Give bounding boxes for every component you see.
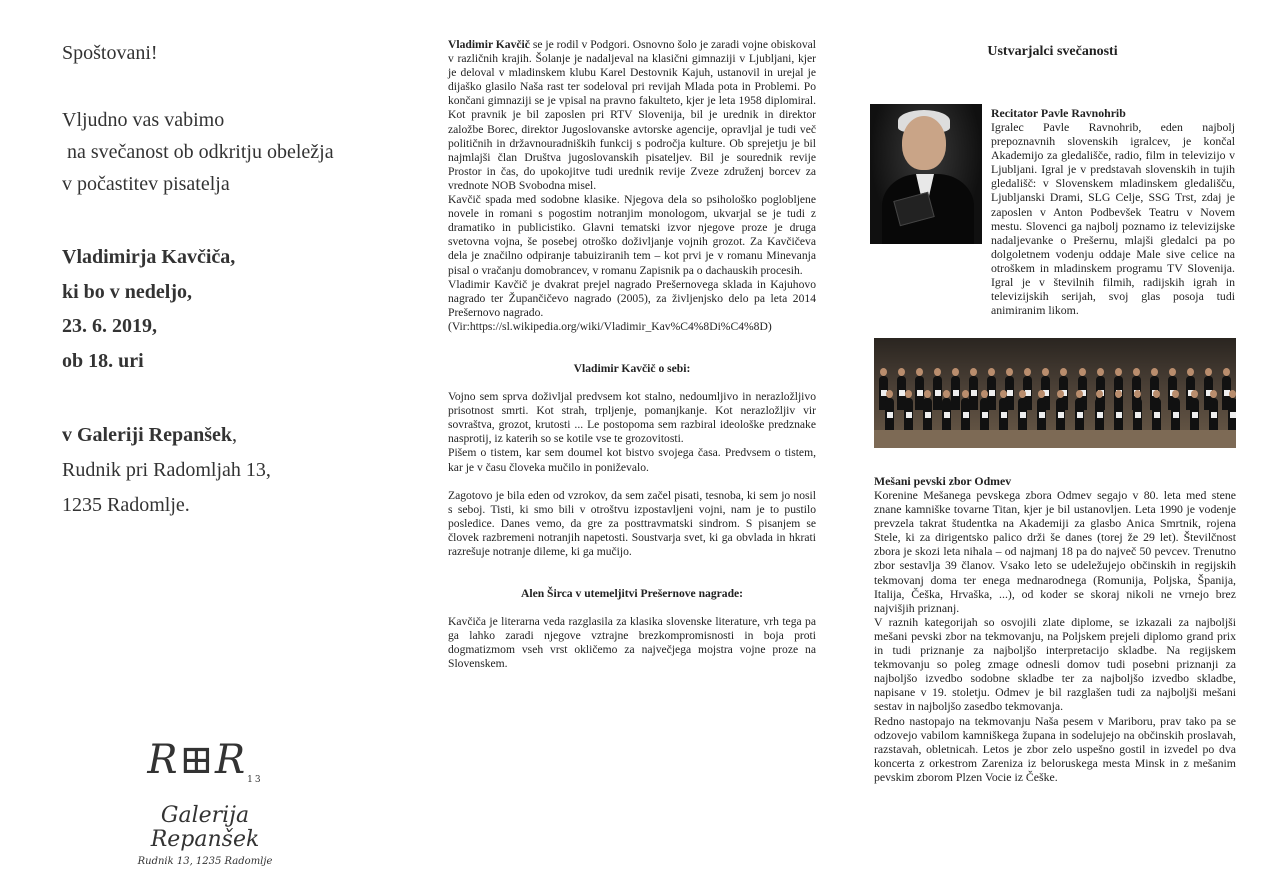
event-line-name: Vladimirja Kavčiča,: [62, 246, 236, 268]
logo-name: Galerija Repanšek: [150, 803, 260, 852]
event-line-date: 23. 6. 2019,: [62, 315, 157, 337]
choir-paragraph-3: Redno nastopajo na tekmovanju Naša pesem v Mariboru, prav tako pa se odzovejo vabilom kamniškega župana in sodelujejo na občinskih proslavah, razstavah, obletnicah. Letos je zbor zelo uspešno gostil in izvedel po dva koncerta z orkestrom Zareniza iz beloruskega mesta Minsk in z mešanim pevskim zborom Plzen Vocie iz Češke.: [874, 713, 1236, 784]
event-line-day: ki bo v nedeljo,: [62, 280, 193, 303]
event-details: [62, 240, 235, 378]
venue-address-line2: 1235 Radomlje.: [62, 494, 190, 516]
reciter-paragraph: Igralec Pavle Ravnohrib, eden najbolj prepoznavnih slovenskih igralcev, je končal Akademijo za gledališče, radio, film in televizijo v Ljubljani. Igral je v predstavah slovenskih in tujih gledališč: v Slovenskem mladinskem gledališču, Ljubljanski Drami, SLG Celje, SSG Trst, zdaj je zaposlen v Anton Podbevšek Teatru v Novem mestu. Slovenci ga najbolj poznamo iz televizijske nadaljevanke o Prešernu, mlajši gledalci pa po dolgoletnem vodenju oddaje Male sive celice na otroškem in mladinskem programu TV Slovenija. Igral je v številnih filmih, radijskih igrah in televizijskih serijah, svoj glas posoja tudi animiranim likom.: [991, 120, 1235, 318]
self-paragraph-3: Zagotovo je bila eden od vzrokov, da sem začel pisati, tesnoba, ki sem jo nosil s seboj. Tisti, ki smo bili v otroštvu izpostavljeni vojni, nam je to pustilo posledice. Danes vemo, da gre za posttravmatski sindrom. S pisanjem se človek razbremeni notranjih napetosti. Soustvarja svet, ki ga obvlada in hkrati razrešuje notranje dileme, ki ga mučijo.: [448, 488, 816, 558]
bio-paragraph-2: Kavčič spada med sodobne klasike. Njegova dela so psihološko poglobljene novele in romani s pogostim notranjim monologom, ukvarjal se je tudi z dramatiko in publicistiko. Glavni tematski izvor njegove proze je druga svetovna vojna, še posebej otroško doživljanje vojnih grozot. Za Kavčičeva dela je značilno odpiranje tabuiziranih tem – kot prvi je v romanu Minevanja pisal o vračanju domobrancev, v romanu Zapisnik pa o dachauskih procesih.: [448, 193, 816, 277]
bio-source: (Vir:https://sl.wikipedia.org/wiki/Vladimir_Kav%C4%8Di%C4%8D): [448, 319, 772, 333]
choir-paragraph-1: Korenine Mešanega pevskega zbora Odmev segajo v 80. leta med stene znane kamniške tovarne Titan, kjer je bil ustanovljen. Leta 1990 je vodenje prevzela takrat študentka na Akademiji za glasbo Anica Smrtnik, rojena Stele, ki za dirigentsko palico drži še danes (torej že 29 let). Številčnost zbora je skozi leta nihala – od najmanj 18 pa do največ 50 pevcev. Trenutno zbor sestavlja 39 članov. Vsako leto se udeležujejo občinskih in regijskih tekmovanj doma ter enega mednarodnega (Romunija, Poljska, Španija, Italija, Češka, Hrvaška, ...), od koder se skoraj nikoli ne vrnejo brez najvišjih priznanj.: [874, 488, 1236, 615]
choir-text: [874, 488, 1236, 784]
biography-column: [448, 38, 816, 672]
heading-self: Vladimir Kavčič o sebi:: [573, 361, 691, 375]
sirca-paragraph: Kavčiča je literarna veda razglasila za klasika slovenske literature, vrh tega pa ga lahko zaradi njegove vztrajne brezkompromisnosti in boja proti dogmatizmom vseh vrst okličemo za največjega mojstra vojne proze na Slovenskem.: [448, 615, 816, 671]
reciter-heading: Recitator Pavle Ravnohrib: [991, 106, 1126, 120]
logo-address: Rudnik 13, 1235 Radomlje: [137, 856, 273, 867]
reciter-text: [991, 120, 1235, 317]
choir-paragraph-2: V raznih kategorijah so osvojili zlate diplome, se izkazali za najboljši mešani pevski zbor na tekmovanju, na Poljskem prejeli diplomo grand prix in tudi priznanje za najboljšo interpretacijo skladbe. Na regijskem tekmovanju so poleg zmage odnesli domov tudi posebni priznanji za najboljšo izvedbo sodobne skladbe ter za najboljšo izvedbo skladbe, napisane v 19. stoletju. Odmev je bil razglašen tudi za najboljši mešani sestav in najboljšo zasedbo tekmovanja.: [874, 614, 1236, 714]
invitation-text: Vljudno vas vabimo na svečanost ob odkritju obeležja v počastitev pisatelja: [62, 109, 334, 195]
venue-name: v Galeriji Repanšek: [62, 424, 232, 446]
greeting: Spoštovani!: [62, 42, 158, 64]
event-line-time: ob 18. uri: [62, 349, 144, 372]
creators-title: Ustvarjalci svečanosti: [987, 44, 1118, 59]
self-paragraph-2: Pišem o tistem, kar sem doumel kot bistvo svojega časa. Predvsem o tistem, kar je v času človeka mučilo in poniževalo.: [448, 446, 816, 474]
venue: v Galeriji Repanšek, Rudnik pri Radomljah 13, 1235 Radomlje.: [62, 418, 271, 523]
bio-first-text: se je rodil v Podgori. Osnovno šolo je zaradi vojne obiskoval v različnih krajih. Šolanje je nadaljeval na klasični gimnaziji v Ljubljani, kjer je deloval v mladinskem klubu Karel Destovnik Kajuh, ustanovil in urejal je dijaško glasilo Naša rast ter sodeloval pri revijah Mlada pota in Problemi. Po končani gimnaziji se je vpisal na pravno fakulteto, kjer je leta 1958 diplomiral. Kot pravnik je bil zaposlen pri RTV Slovenija, bil je urednik in direktor založbe Borec, direktor Jugoslovanske avtorske agencije, opravljal je tudi več političnih in državnouradniških funkcij s področja kulture. Ob sprejetju je bil najmlajši član Društva jugoslovanskih pisateljev. Bil je sourednik revije Prostor in čas, do upokojitve tudi urednik revije Zveze združenj borcev za vrednote NOB Svobodna misel.: [448, 38, 816, 192]
logo-monogram-icon: $R⊞R_{13}$: [147, 737, 263, 785]
choir-photo: [874, 338, 1236, 448]
bio-name: Vladimir Kavčič: [448, 38, 530, 51]
self-paragraph-1: Vojno sem sprva doživljal predvsem kot stalno, nedoumljivo in nerazložljivo prisotnost smrti. Kot strah, trpljenje, pomanjkanje. Kot nerazložljiv vir sovraštva, grozot, krutosti ... Le postopoma sem razbiral ideološke predznake nasprotij, iz katerih so se kotile vse te grozovitosti.: [448, 390, 816, 446]
heading-sirca: Alen Širca v utemeljitvi Prešernove nagrade:: [520, 587, 744, 601]
bio-paragraph-1: [448, 38, 816, 193]
bio-paragraph-3: Vladimir Kavčič je dvakrat prejel nagrado Prešernovega sklada in Kajuhovo nagrado ter Župančičevo nagrado (2005), za življenjsko delo pa leta 2014 Prešernovo nagrado.: [448, 277, 816, 319]
gallery-logo: [105, 738, 305, 867]
venue-address-line1: Rudnik pri Radomljah 13,: [62, 459, 271, 481]
reciter-photo: [870, 104, 982, 244]
choir-heading: Mešani pevski zbor Odmev: [874, 474, 1012, 488]
